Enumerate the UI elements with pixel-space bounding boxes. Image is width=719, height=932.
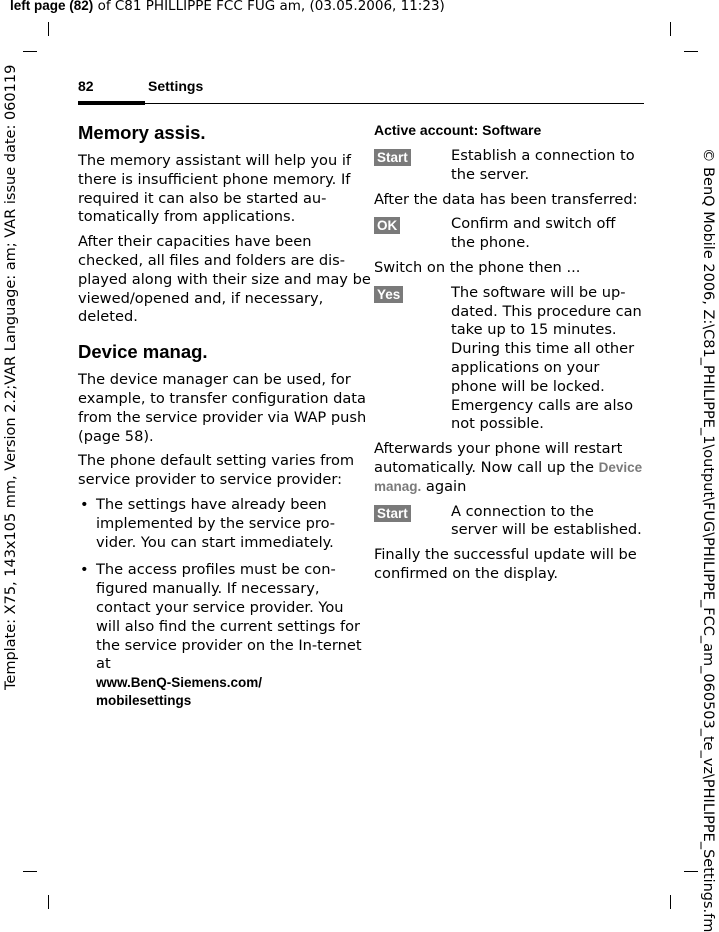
yes-softkey: Yes [374,286,403,303]
step-key-cell [374,147,451,166]
right-column [374,118,644,590]
step-key-cell [374,215,451,234]
list-item-text: The settings have already been implemented by the service pro-vider. You can start immediately. [96,495,336,551]
finally-text: Finally the successful update will be confirmed on the display. [374,546,637,582]
memory-paragraph-2: After their capacities have been checked, all files and folders are dis-played along with their size and may be viewed/opened and, if necessary, deleted. [78,233,371,326]
step-text: A connection to the server will be established. [451,502,642,539]
step-key-cell [374,284,451,303]
step-row [374,503,644,541]
list-item [78,496,372,552]
step-text: Confirm and switch off the phone. [451,215,616,252]
print-header-prefix: left page (82) [10,0,94,13]
step-text: Establish a connection to the server. [451,147,635,183]
print-header [10,0,445,14]
section-title: Settings [148,78,204,94]
step-row [374,284,644,434]
crop-mark [23,871,37,872]
device-manag-key: Device manag. [374,459,643,494]
start-softkey: Start [374,149,411,166]
active-account-heading: Active account: Software [374,122,542,138]
after-transfer-text: After the data has been transferred: [374,190,638,208]
copyright-path: © BenQ Mobile 2006, Z:\C81_PHILIPPE_1\output\FUG\PHILIPPE_FCC_am_060503_te_vz\PHILIPPE_Settings.fm [700,148,716,932]
ok-softkey: OK [374,217,400,234]
device-paragraph-1: The device manager can be used, for example, to transfer configuration data from the service provider via WAP push (page 58). [78,371,367,445]
list-item [78,561,372,710]
crop-mark [23,51,37,52]
crop-mark [684,871,698,872]
step-row [374,215,644,253]
settings-url-line-1: www.BenQ-Siemens.com/ [96,675,263,691]
left-column [78,118,372,719]
start-softkey: Start [374,505,411,522]
memory-paragraph-1: The memory assistant will help you if there is insufficient phone memory. If required it can also be started au-tomatically from applications. [78,152,352,226]
device-manag-heading: Device manag. [78,341,208,363]
settings-url-line-2: mobilesettings [96,693,192,709]
crop-mark [670,895,671,909]
crop-mark [48,895,49,909]
page-number: 82 [78,78,94,94]
template-info: Template: X75, 143x105 mm, Version 2.2;VAR Language: am; VAR issue date: 060119 [3,64,19,690]
list-item-text: The access profiles must be con-figured manually. If necessary, contact your service provider. You will also find the current settings for the service provider on the In-ternet at [96,561,362,673]
memory-assis-heading: Memory assis. [78,122,206,143]
switch-on-text: Switch on the phone then ... [374,258,581,276]
bullet-mark: • [80,561,89,579]
crop-mark [684,51,698,52]
crop-mark [48,22,49,36]
afterwards-text [374,440,644,496]
afterwards-text-b: again [421,477,467,495]
header-rule [78,103,644,104]
step-row [374,147,644,185]
step-text: The software will be up-dated. This procedure can take up to 15 minutes. During this time all other applications on your phone will be locked. Emergency calls are also not possible. [451,283,642,433]
bullet-mark: • [80,495,89,513]
device-paragraph-2: The phone default setting varies from service provider to service provider: [78,452,355,489]
step-key-cell [374,503,451,522]
print-header-rest: of C81 PHILLIPPE FCC FUG am, (03.05.2006, 11:23) [93,0,445,14]
afterwards-text-a: Afterwards your phone will restart automatically. Now call up the [374,440,623,476]
crop-mark [670,22,671,36]
